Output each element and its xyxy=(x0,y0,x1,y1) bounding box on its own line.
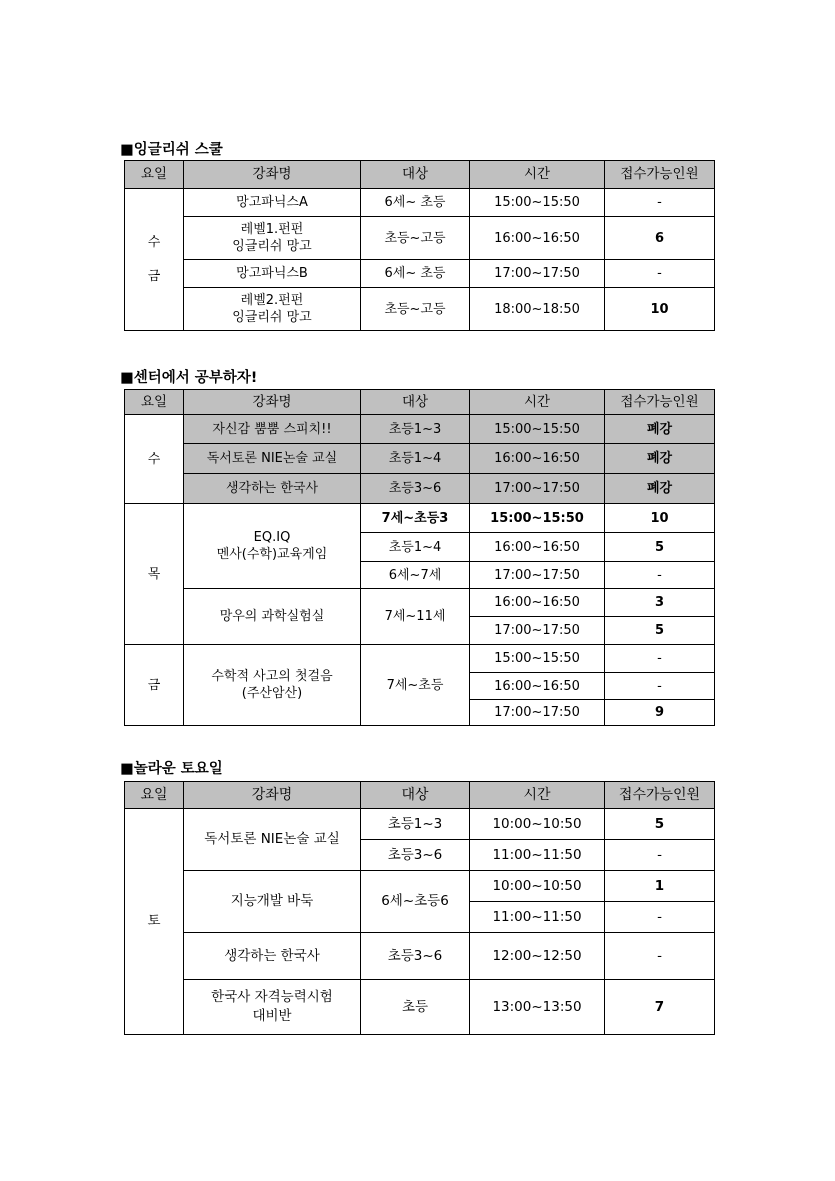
target-cell: 7세~11세 xyxy=(361,589,470,645)
table-row xyxy=(125,288,715,331)
time-cell: 16:00~16:50 xyxy=(470,444,605,474)
header-target: 대상 xyxy=(361,390,470,415)
capacity-cell: - xyxy=(605,902,715,933)
target-cell: 6세~ 초등 xyxy=(361,260,470,288)
time-cell: 17:00~17:50 xyxy=(470,700,605,726)
header-day: 요일 xyxy=(125,390,184,415)
capacity-cell: 9 xyxy=(605,700,715,726)
capacity-cell: - xyxy=(605,840,715,871)
header-time: 시간 xyxy=(470,390,605,415)
capacity-cell: 폐강 xyxy=(605,474,715,504)
day-cell: 수 금 xyxy=(125,189,184,331)
header-target: 대상 xyxy=(361,161,470,189)
table-row xyxy=(125,217,715,260)
course-cell: EQ.IQ 멘사(수학)교육게임 xyxy=(184,504,361,589)
time-cell: 10:00~10:50 xyxy=(470,809,605,840)
capacity-cell: - xyxy=(605,645,715,673)
target-cell: 초등~고등 xyxy=(361,288,470,331)
study-center-table xyxy=(124,389,715,726)
course-cell: 생각하는 한국사 xyxy=(184,933,361,980)
header-course: 강좌명 xyxy=(184,161,361,189)
capacity-cell: 10 xyxy=(605,288,715,331)
header-day: 요일 xyxy=(125,161,184,189)
day-cell: 금 xyxy=(125,645,184,726)
time-cell: 15:00~15:50 xyxy=(470,415,605,444)
time-cell: 15:00~15:50 xyxy=(470,504,605,533)
capacity-cell: 폐강 xyxy=(605,415,715,444)
section-title-english-school: ■잉글리쉬 스쿨 xyxy=(120,142,223,158)
english-school-table xyxy=(124,160,715,331)
header-capacity: 접수가능인원 xyxy=(605,161,715,189)
day-cell: 목 xyxy=(125,504,184,645)
target-cell: 초등3~6 xyxy=(361,933,470,980)
header-course: 강좌명 xyxy=(184,782,361,809)
capacity-cell: - xyxy=(605,673,715,700)
course-cell: 레벨2.펀펀 잉글리쉬 망고 xyxy=(184,288,361,331)
time-cell: 13:00~13:50 xyxy=(470,980,605,1035)
table-row xyxy=(125,589,715,617)
time-cell: 10:00~10:50 xyxy=(470,871,605,902)
header-time: 시간 xyxy=(470,782,605,809)
time-cell: 17:00~17:50 xyxy=(470,474,605,504)
target-cell: 7세~초등3 xyxy=(361,504,470,533)
course-cell: 망우의 과학실험실 xyxy=(184,589,361,645)
table-row xyxy=(125,474,715,504)
day-cell: 수 xyxy=(125,415,184,504)
table-row xyxy=(125,933,715,980)
capacity-cell: - xyxy=(605,260,715,288)
header-time: 시간 xyxy=(470,161,605,189)
capacity-cell: 3 xyxy=(605,589,715,617)
header-target: 대상 xyxy=(361,782,470,809)
table-row xyxy=(125,504,715,533)
time-cell: 17:00~17:50 xyxy=(470,562,605,589)
table-row xyxy=(125,444,715,474)
target-cell: 초등1~4 xyxy=(361,533,470,562)
target-cell: 초등~고등 xyxy=(361,217,470,260)
capacity-cell: - xyxy=(605,562,715,589)
target-cell: 6세~7세 xyxy=(361,562,470,589)
section-title-saturday: ■놀라운 토요일 xyxy=(120,761,223,777)
table-row xyxy=(125,189,715,217)
section-title-study-center: ■센터에서 공부하자! xyxy=(120,370,258,386)
course-cell: 망고파닉스A xyxy=(184,189,361,217)
time-cell: 17:00~17:50 xyxy=(470,260,605,288)
time-cell: 16:00~16:50 xyxy=(470,217,605,260)
time-cell: 16:00~16:50 xyxy=(470,533,605,562)
time-cell: 16:00~16:50 xyxy=(470,589,605,617)
target-cell: 7세~초등 xyxy=(361,645,470,726)
target-cell: 초등3~6 xyxy=(361,474,470,504)
time-cell: 11:00~11:50 xyxy=(470,902,605,933)
course-cell: 생각하는 한국사 xyxy=(184,474,361,504)
table-row xyxy=(125,645,715,673)
time-cell: 16:00~16:50 xyxy=(470,673,605,700)
time-cell: 18:00~18:50 xyxy=(470,288,605,331)
course-cell: 레벨1.펀펀 잉글리쉬 망고 xyxy=(184,217,361,260)
capacity-cell: - xyxy=(605,189,715,217)
time-cell: 11:00~11:50 xyxy=(470,840,605,871)
day-cell: 토 xyxy=(125,809,184,1035)
table-row xyxy=(125,260,715,288)
capacity-cell: 7 xyxy=(605,980,715,1035)
header-capacity: 접수가능인원 xyxy=(605,782,715,809)
course-cell: 자신감 뿜뿜 스피치!! xyxy=(184,415,361,444)
time-cell: 12:00~12:50 xyxy=(470,933,605,980)
table-row xyxy=(125,415,715,444)
course-cell: 독서토론 NIE논술 교실 xyxy=(184,444,361,474)
capacity-cell: 10 xyxy=(605,504,715,533)
header-course: 강좌명 xyxy=(184,390,361,415)
course-cell: 망고파닉스B xyxy=(184,260,361,288)
course-cell: 수학적 사고의 첫걸음 (주산암산) xyxy=(184,645,361,726)
course-cell: 한국사 자격능력시험 대비반 xyxy=(184,980,361,1035)
target-cell: 초등3~6 xyxy=(361,840,470,871)
target-cell: 초등1~3 xyxy=(361,809,470,840)
capacity-cell: 6 xyxy=(605,217,715,260)
capacity-cell: - xyxy=(605,933,715,980)
target-cell: 초등1~4 xyxy=(361,444,470,474)
target-cell: 6세~ 초등 xyxy=(361,189,470,217)
table-row xyxy=(125,809,715,840)
target-cell: 초등 xyxy=(361,980,470,1035)
capacity-cell: 5 xyxy=(605,617,715,645)
header-capacity: 접수가능인원 xyxy=(605,390,715,415)
saturday-table xyxy=(124,781,715,1035)
table-row xyxy=(125,980,715,1035)
capacity-cell: 5 xyxy=(605,809,715,840)
capacity-cell: 폐강 xyxy=(605,444,715,474)
header-day: 요일 xyxy=(125,782,184,809)
target-cell: 6세~초등6 xyxy=(361,871,470,933)
time-cell: 17:00~17:50 xyxy=(470,617,605,645)
course-cell: 독서토론 NIE논술 교실 xyxy=(184,809,361,871)
time-cell: 15:00~15:50 xyxy=(470,645,605,673)
time-cell: 15:00~15:50 xyxy=(470,189,605,217)
table-row xyxy=(125,871,715,902)
target-cell: 초등1~3 xyxy=(361,415,470,444)
course-cell: 지능개발 바둑 xyxy=(184,871,361,933)
capacity-cell: 1 xyxy=(605,871,715,902)
capacity-cell: 5 xyxy=(605,533,715,562)
